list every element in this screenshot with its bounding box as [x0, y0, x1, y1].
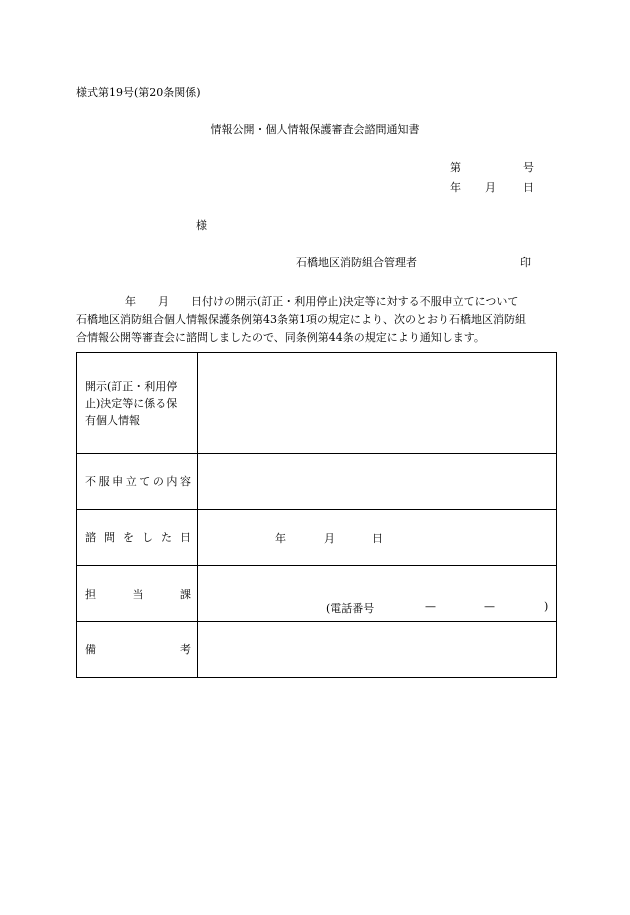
label-line: 止)決定等に係る保	[85, 396, 178, 410]
label-char: て	[139, 475, 151, 488]
label-char: 考	[180, 643, 191, 656]
label-char: 不	[85, 475, 96, 488]
value-responsible-section[interactable]	[198, 566, 557, 622]
value-remarks[interactable]	[198, 622, 557, 678]
doc-number-prefix: 第	[450, 161, 461, 174]
phone-dash-2: —	[484, 600, 495, 613]
phone-dash-1: —	[425, 600, 436, 613]
doc-number-suffix: 号	[523, 161, 534, 174]
label-char: 問	[104, 531, 115, 544]
seal-mark: 印	[520, 256, 531, 269]
label-char: の	[152, 475, 164, 488]
label-line: 有個人情報	[85, 413, 140, 427]
label-char: 備	[85, 643, 96, 656]
row-disclosed-info	[77, 353, 557, 454]
date-year: 年	[450, 181, 461, 194]
phone-label: (電話番号	[326, 602, 375, 615]
value-objection-content[interactable]	[198, 454, 557, 510]
label-char: 課	[180, 588, 191, 601]
label-remarks	[77, 622, 198, 678]
row-inquiry-date	[77, 510, 557, 566]
row-responsible-section	[77, 566, 557, 622]
phone-close-paren: )	[544, 600, 549, 613]
label-char: 立	[125, 475, 137, 488]
form-number: 様式第19号(第20条関係)	[76, 86, 201, 99]
label-char: し	[142, 531, 153, 544]
label-disclosed-info	[77, 353, 198, 454]
label-objection-content	[77, 454, 198, 510]
document-title: 情報公開・個人情報保護審査会諮問通知書	[210, 123, 420, 136]
label-char: 内	[166, 475, 178, 488]
row-objection-content	[77, 454, 557, 510]
body-text	[76, 293, 557, 347]
label-char: 当	[132, 588, 144, 601]
label-char: 担	[85, 588, 96, 601]
inquiry-month: 月	[324, 532, 335, 545]
label-char: 諮	[85, 531, 96, 544]
label-responsible-section	[77, 566, 198, 622]
sender-name: 石橋地区消防組合管理者	[296, 256, 417, 269]
form-table	[76, 352, 557, 678]
row-remarks	[77, 622, 557, 678]
body-line-2: 石橋地区消防組合個人情報保護条例第43条第1項の規定により、次のとおり石橋地区消防組	[76, 313, 526, 326]
label-char: 申	[112, 475, 124, 488]
label-char: 日	[180, 531, 191, 544]
label-char: 服	[98, 475, 110, 488]
inquiry-year: 年	[275, 532, 286, 545]
label-char: 容	[179, 475, 191, 488]
value-disclosed-info[interactable]	[198, 353, 557, 454]
value-inquiry-date[interactable]	[198, 510, 557, 566]
addressee-honorific: 様	[196, 219, 207, 232]
body-line-1: 年 月 日付けの開示(訂正・利用停止)決定等に対する不服申立てについて	[125, 295, 519, 308]
label-line: 開示(訂正・利用停	[85, 379, 178, 393]
date-month: 月	[485, 181, 496, 194]
body-line-3: 合情報公開等審査会に諮問しましたので、同条例第44条の規定により通知します。	[76, 331, 485, 344]
inquiry-day: 日	[372, 532, 383, 545]
date-day: 日	[523, 181, 534, 194]
label-char: た	[161, 531, 172, 544]
label-inquiry-date	[77, 510, 198, 566]
label-char: を	[123, 531, 134, 544]
